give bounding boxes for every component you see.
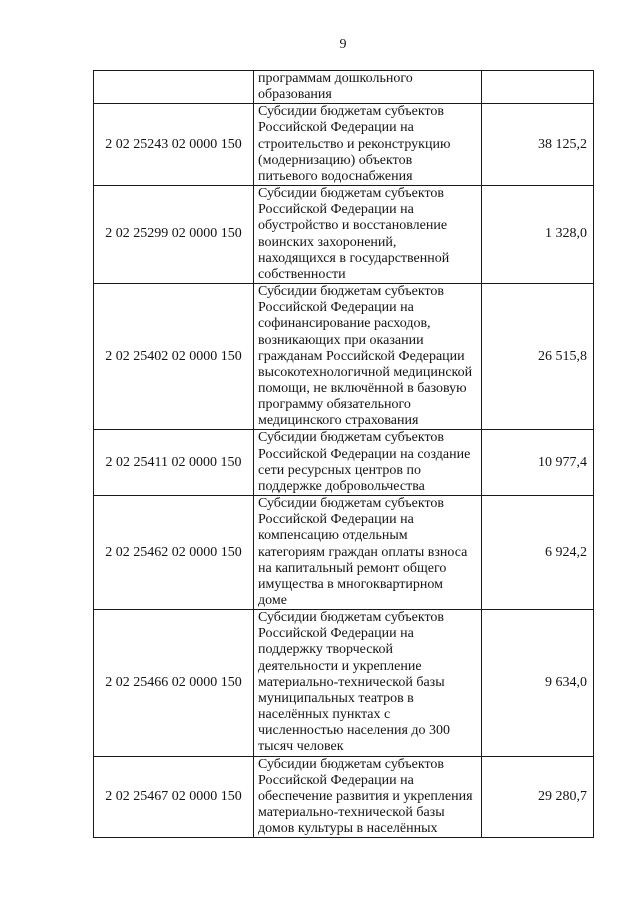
description-line: Субсидии бюджетам субъектов: [258, 430, 445, 446]
description-cell: [254, 610, 482, 756]
amount-cell: 26 515,8: [482, 284, 594, 430]
description-line: (модернизацию) объектов: [258, 152, 413, 168]
code-cell: 2 02 25467 02 0000 150: [94, 756, 254, 838]
description-line: возникающих при оказании: [258, 332, 424, 348]
description-line: компенсацию отдельным: [258, 528, 408, 544]
description-line: поддержку творческой: [258, 642, 394, 658]
code-cell: 2 02 25462 02 0000 150: [94, 496, 254, 610]
description-line: материально-технической базы: [258, 805, 445, 821]
table-row: [94, 104, 594, 186]
description-line: на капитальный ремонт общего: [258, 560, 447, 576]
description-line: материально-технической базы: [258, 674, 445, 690]
description-cell: [254, 284, 482, 430]
table-row: [94, 756, 594, 838]
table-row: [94, 284, 594, 430]
amount-cell: 29 280,7: [482, 756, 594, 838]
description-line: Российской Федерации на: [258, 626, 414, 642]
description-line: Субсидии бюджетам субъектов: [258, 186, 445, 202]
code-cell: 2 02 25402 02 0000 150: [94, 284, 254, 430]
description-line: программам дошкольного: [258, 71, 413, 86]
description-line: Российской Федерации на: [258, 300, 414, 316]
description-line: находящихся в государственной: [258, 250, 450, 266]
description-line: домов культуры в населённых: [258, 821, 438, 837]
amount-cell: 38 125,2: [482, 104, 594, 186]
description-line: Российской Федерации на создание: [258, 446, 471, 462]
description-line: медицинского страхования: [258, 413, 419, 429]
code-cell: 2 02 25466 02 0000 150: [94, 610, 254, 756]
description-line: строительство и реконструкцию: [258, 136, 451, 152]
page-number: 9: [339, 37, 347, 52]
description-line: Субсидии бюджетам субъектов: [258, 610, 445, 626]
amount-cell: 1 328,0: [482, 186, 594, 284]
description-line: доме: [258, 593, 287, 608]
description-line: гражданам Российской Федерации: [258, 348, 465, 364]
description-line: деятельности и укрепление: [258, 658, 422, 674]
description-line: Субсидии бюджетам субъектов: [258, 756, 445, 772]
description-line: обеспечение развития и укрепления: [258, 788, 473, 804]
description-line: обустройство и восстановление: [258, 218, 448, 234]
description-line: программу обязательного: [258, 397, 411, 413]
description-line: Российской Федерации на: [258, 202, 414, 218]
description-line: Российской Федерации на: [258, 120, 414, 136]
description-cell: [254, 186, 482, 284]
amount-cell: 10 977,4: [482, 430, 594, 496]
description-cell: [254, 104, 482, 186]
description-line: софинансирование расходов,: [258, 316, 431, 332]
description-line: Субсидии бюджетам субъектов: [258, 284, 445, 300]
description-line: населённых пунктах с: [258, 707, 391, 723]
amount-cell: [482, 71, 594, 104]
table-row: [94, 496, 594, 610]
table-row: [94, 186, 594, 284]
description-line: имущества в многоквартирном: [258, 576, 443, 592]
description-line: Российской Федерации на: [258, 772, 414, 788]
description-cell: [254, 71, 482, 104]
description-line: муниципальных театров в: [258, 690, 414, 706]
description-line: поддержке добровольчества: [258, 478, 425, 494]
description-line: Субсидии бюджетам субъектов: [258, 496, 445, 512]
description-line: собственности: [258, 266, 346, 282]
description-cell: [254, 496, 482, 610]
description-line: высокотехнологичной медицинской: [258, 364, 473, 380]
table-row: [94, 610, 594, 756]
budget-table: [93, 70, 594, 838]
description-line: помощи, не включённой в базовую: [258, 380, 467, 396]
table-row: [94, 71, 594, 104]
description-line: численностью населения до 300: [258, 723, 451, 739]
amount-cell: 6 924,2: [482, 496, 594, 610]
description-line: категориям граждан оплаты взноса: [258, 544, 468, 560]
description-line: сети ресурсных центров по: [258, 462, 422, 478]
description-cell: [254, 756, 482, 838]
code-cell: [94, 71, 254, 104]
description-line: тысяч человек: [258, 739, 344, 755]
code-cell: 2 02 25411 02 0000 150: [94, 430, 254, 496]
code-cell: 2 02 25299 02 0000 150: [94, 186, 254, 284]
description-line: воинских захоронений,: [258, 234, 397, 250]
description-line: Российской Федерации на: [258, 512, 414, 528]
amount-cell: 9 634,0: [482, 610, 594, 756]
description-line: Субсидии бюджетам субъектов: [258, 104, 445, 120]
description-line: образования: [258, 87, 332, 103]
table-row: [94, 430, 594, 496]
description-line: питьевого водоснабжения: [258, 168, 413, 184]
code-cell: 2 02 25243 02 0000 150: [94, 104, 254, 186]
description-cell: [254, 430, 482, 496]
